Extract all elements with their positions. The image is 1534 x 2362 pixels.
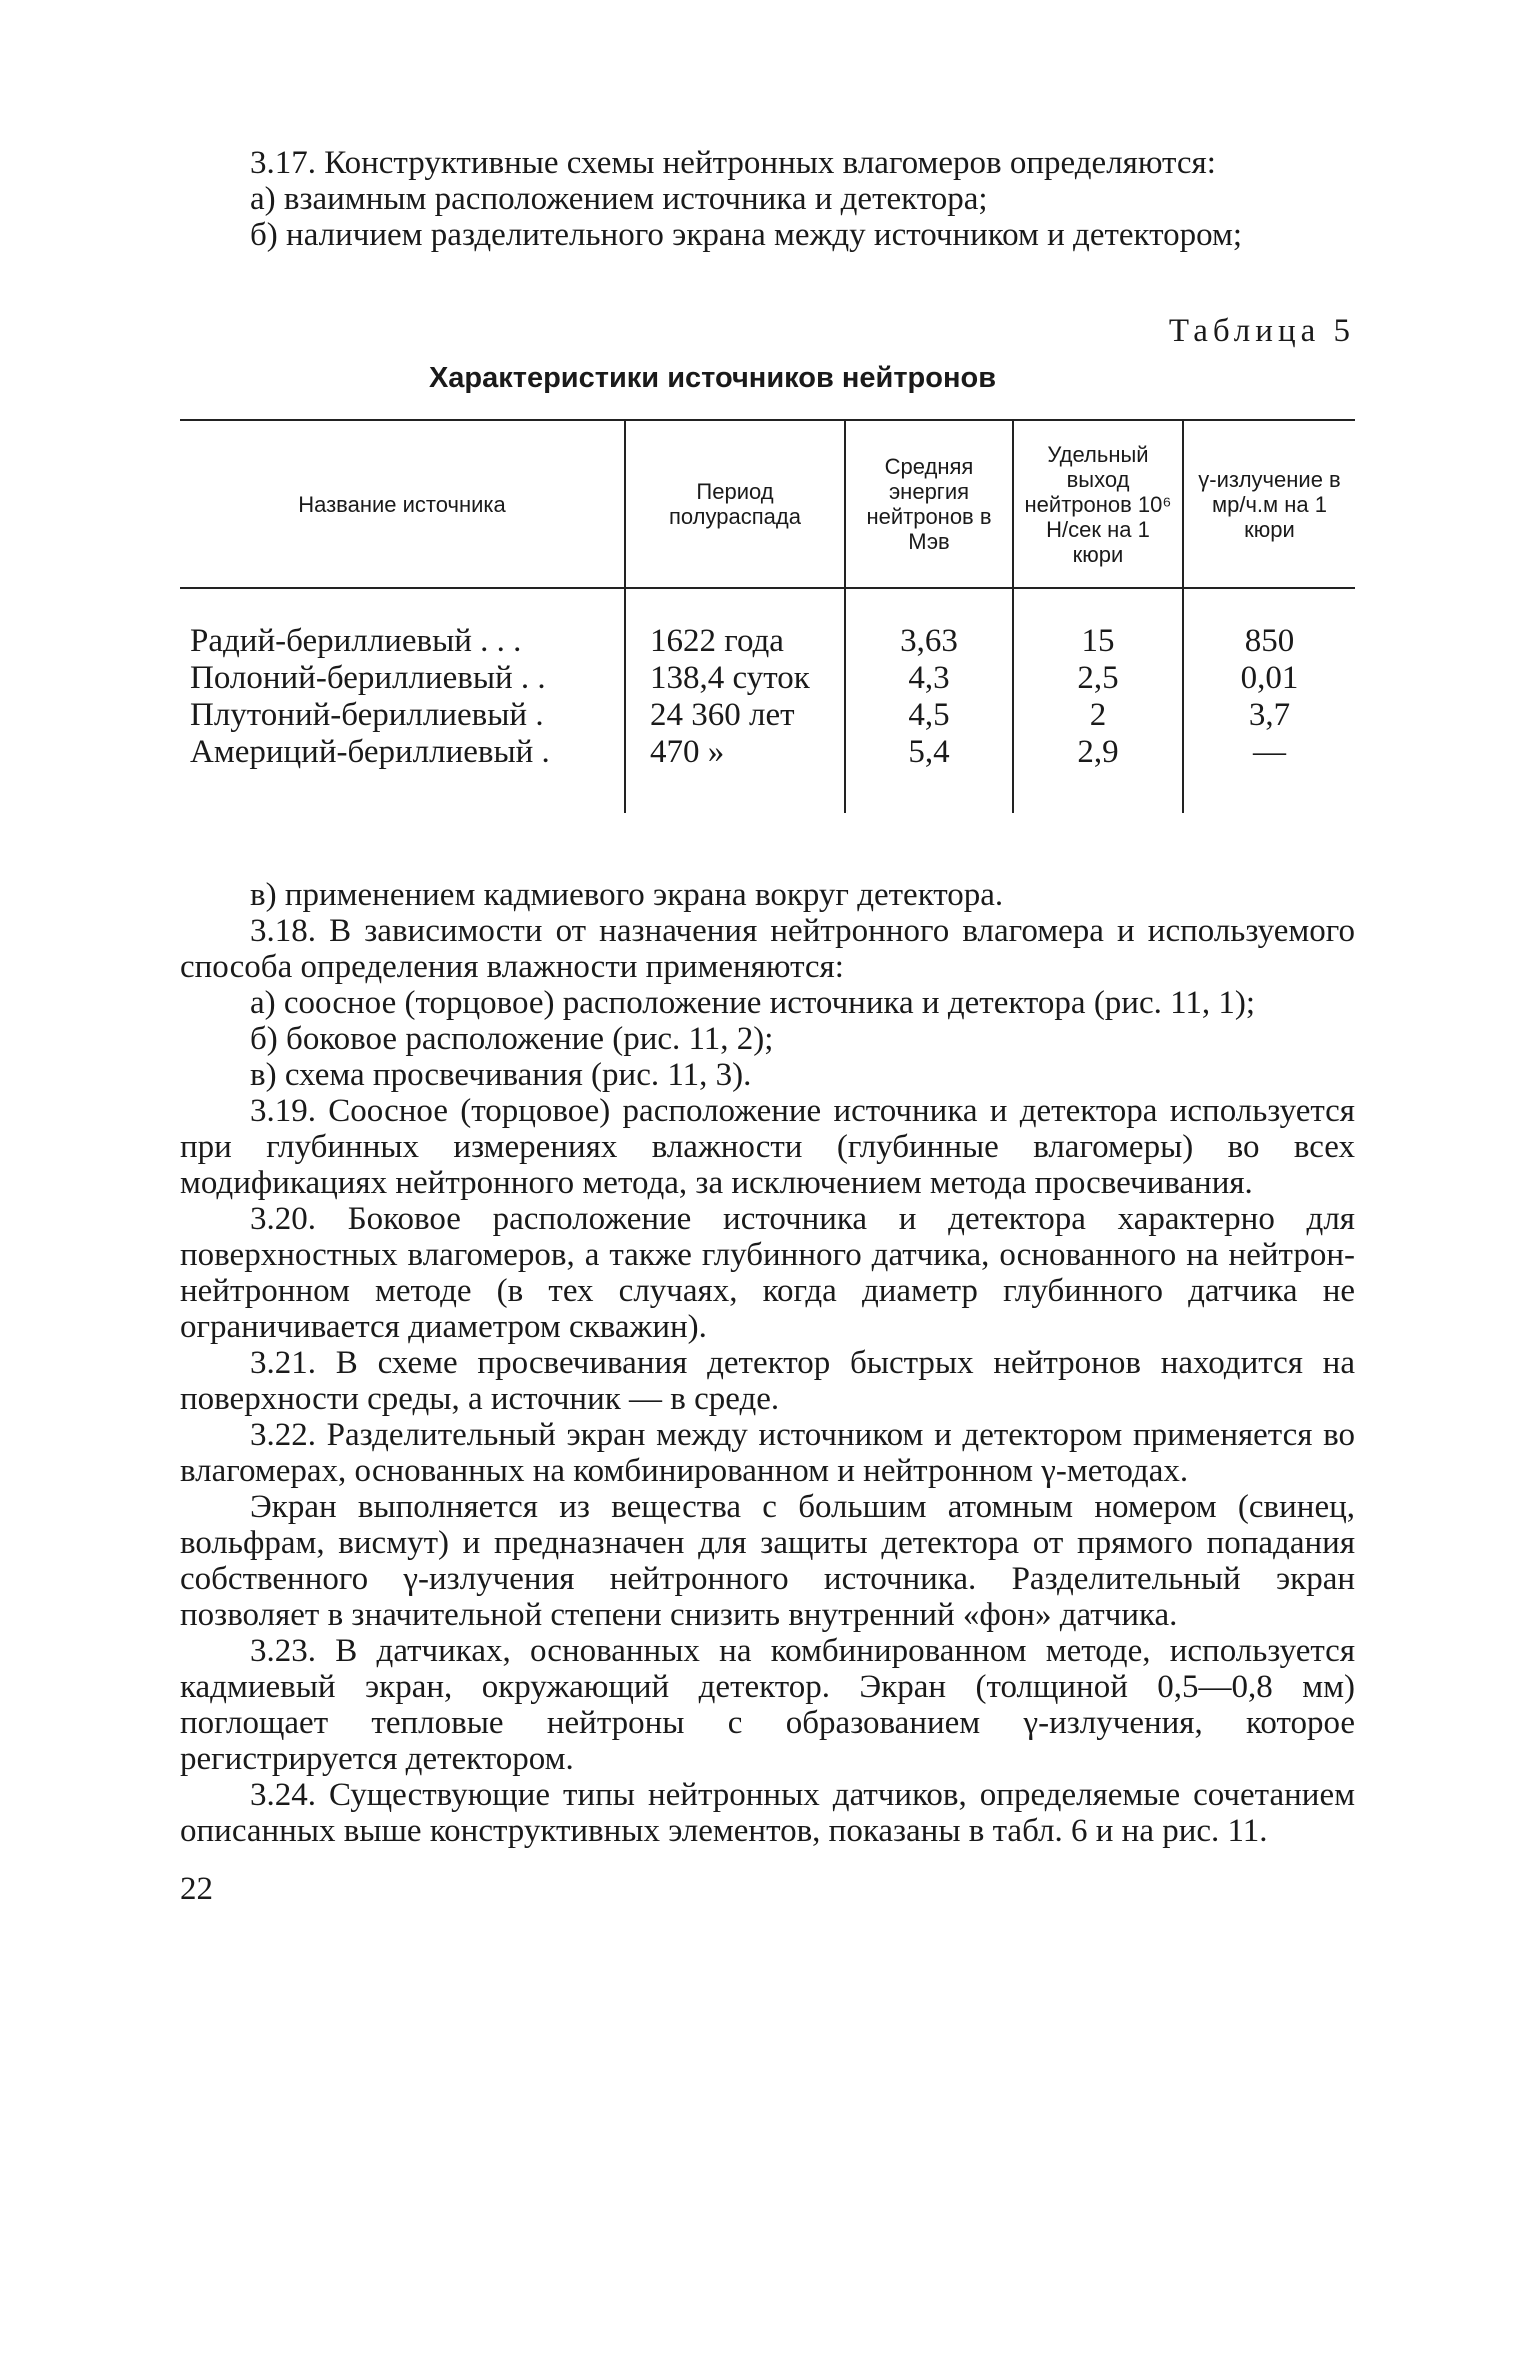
paragraph-3-22: 3.22. Разделительный экран между источником и детектором применяется во влагомерах, основанных на комбинированном и нейтронном γ-методах.	[180, 1417, 1355, 1489]
header-specific-yield: Удельный выход нейтронов 10⁶ Н/сек на 1 кюри	[1013, 420, 1183, 588]
table-row	[180, 588, 1355, 660]
cell-specific-yield: 2,5	[1013, 660, 1183, 697]
table-title: Характеристики источников нейтронов	[428, 362, 997, 394]
cell-gamma-radiation: 3,7	[1183, 697, 1355, 734]
list-item-a: а) взаимным расположением источника и детектора;	[250, 181, 988, 217]
paragraph-3-18: 3.18. В зависимости от назначения нейтронного влагомера и используемого способа определения влажности применяются:	[180, 913, 1355, 985]
body-text	[180, 877, 1355, 1849]
cell-specific-yield: 2,9	[1013, 734, 1183, 813]
list-item-v: в) применением кадмиевого экрана вокруг детектора.	[250, 877, 1004, 913]
list-item-b: б) наличием разделительного экрана между источником и детектором;	[250, 217, 1243, 253]
header-gamma-radiation: γ-излучение в мр/ч.м на 1 кюри	[1183, 420, 1355, 588]
neutron-sources-table	[180, 419, 1355, 813]
cell-source-name: Плутоний-бериллиевый .	[190, 697, 544, 733]
cell-half-life: 470 »	[625, 734, 845, 813]
table-caption: Таблица 5	[1168, 313, 1355, 349]
cell-half-life: 1622 года	[625, 588, 845, 660]
cell-specific-yield: 15	[1013, 588, 1183, 660]
cell-specific-yield: 2	[1013, 697, 1183, 734]
table-row	[180, 697, 1355, 734]
paragraph-3-24: 3.24. Существующие типы нейтронных датчиков, определяемые сочетанием описанных выше конструктивных элементов, показаны в табл. 6 и на рис. 11.	[180, 1777, 1355, 1849]
paragraph-screen: Экран выполняется из вещества с большим атомным номером (свинец, вольфрам, висмут) и предназначен для защиты детектора от прямого попадания собственного γ-излучения нейтронного источника. Разделительный экран позволяет в значительной степени снизить внутренний «фон» датчика.	[180, 1489, 1355, 1633]
cell-mean-energy: 3,63	[845, 588, 1013, 660]
header-half-life: Период полураспада	[625, 420, 845, 588]
paragraph-3-20: 3.20. Боковое расположение источника и детектора характерно для поверхностных влагомеров, а также глубинного датчика, основанного на нейтрон-нейтронном методе (в тех случаях, когда диаметр глубинного датчика не ограничивается диаметром скважин).	[180, 1201, 1355, 1345]
table-header-row	[180, 420, 1355, 588]
cell-mean-energy: 5,4	[845, 734, 1013, 813]
cell-source-name: Полоний-бериллиевый . .	[190, 660, 546, 696]
paragraph-3-21: 3.21. В схеме просвечивания детектор быстрых нейтронов находится на поверхности среды, а источник — в среде.	[180, 1345, 1355, 1417]
table-row	[180, 734, 1355, 813]
paragraph-3-17: 3.17. Конструктивные схемы нейтронных влагомеров определяются:	[250, 145, 1216, 181]
cell-source-name: Америций-бериллиевый .	[190, 734, 550, 770]
cell-gamma-radiation: —	[1183, 734, 1355, 813]
cell-source-name: Радий-бериллиевый . . .	[190, 623, 522, 659]
cell-gamma-radiation: 850	[1183, 588, 1355, 660]
paragraph-3-19: 3.19. Соосное (торцовое) расположение источника и детектора используется при глубинных измерениях влажности (глубинные влагомеры) во всех модификациях нейтронного метода, за исключением метода просвечивания.	[180, 1093, 1355, 1201]
table-row	[180, 660, 1355, 697]
cell-mean-energy: 4,5	[845, 697, 1013, 734]
list-item-3-18-b: б) боковое расположение (рис. 11, 2);	[250, 1021, 774, 1057]
cell-half-life: 138,4 суток	[625, 660, 845, 697]
cell-gamma-radiation: 0,01	[1183, 660, 1355, 697]
list-item-3-18-v: в) схема просвечивания (рис. 11, 3).	[250, 1057, 752, 1093]
page-content	[180, 145, 1355, 1908]
header-mean-energy: Средняя энергия нейтронов в Мэв	[845, 420, 1013, 588]
header-source-name: Название источника	[180, 420, 625, 588]
cell-mean-energy: 4,3	[845, 660, 1013, 697]
cell-half-life: 24 360 лет	[625, 697, 845, 734]
paragraph-3-23: 3.23. В датчиках, основанных на комбинированном методе, используется кадмиевый экран, окружающий детектор. Экран (толщиной 0,5—0,8 мм) поглощает тепловые нейтроны с образованием γ-излучения, которое регистрируется детектором.	[180, 1633, 1355, 1777]
page-number: 22	[180, 1871, 213, 1907]
list-item-3-18-a: а) соосное (торцовое) расположение источника и детектора (рис. 11, 1);	[250, 985, 1256, 1021]
